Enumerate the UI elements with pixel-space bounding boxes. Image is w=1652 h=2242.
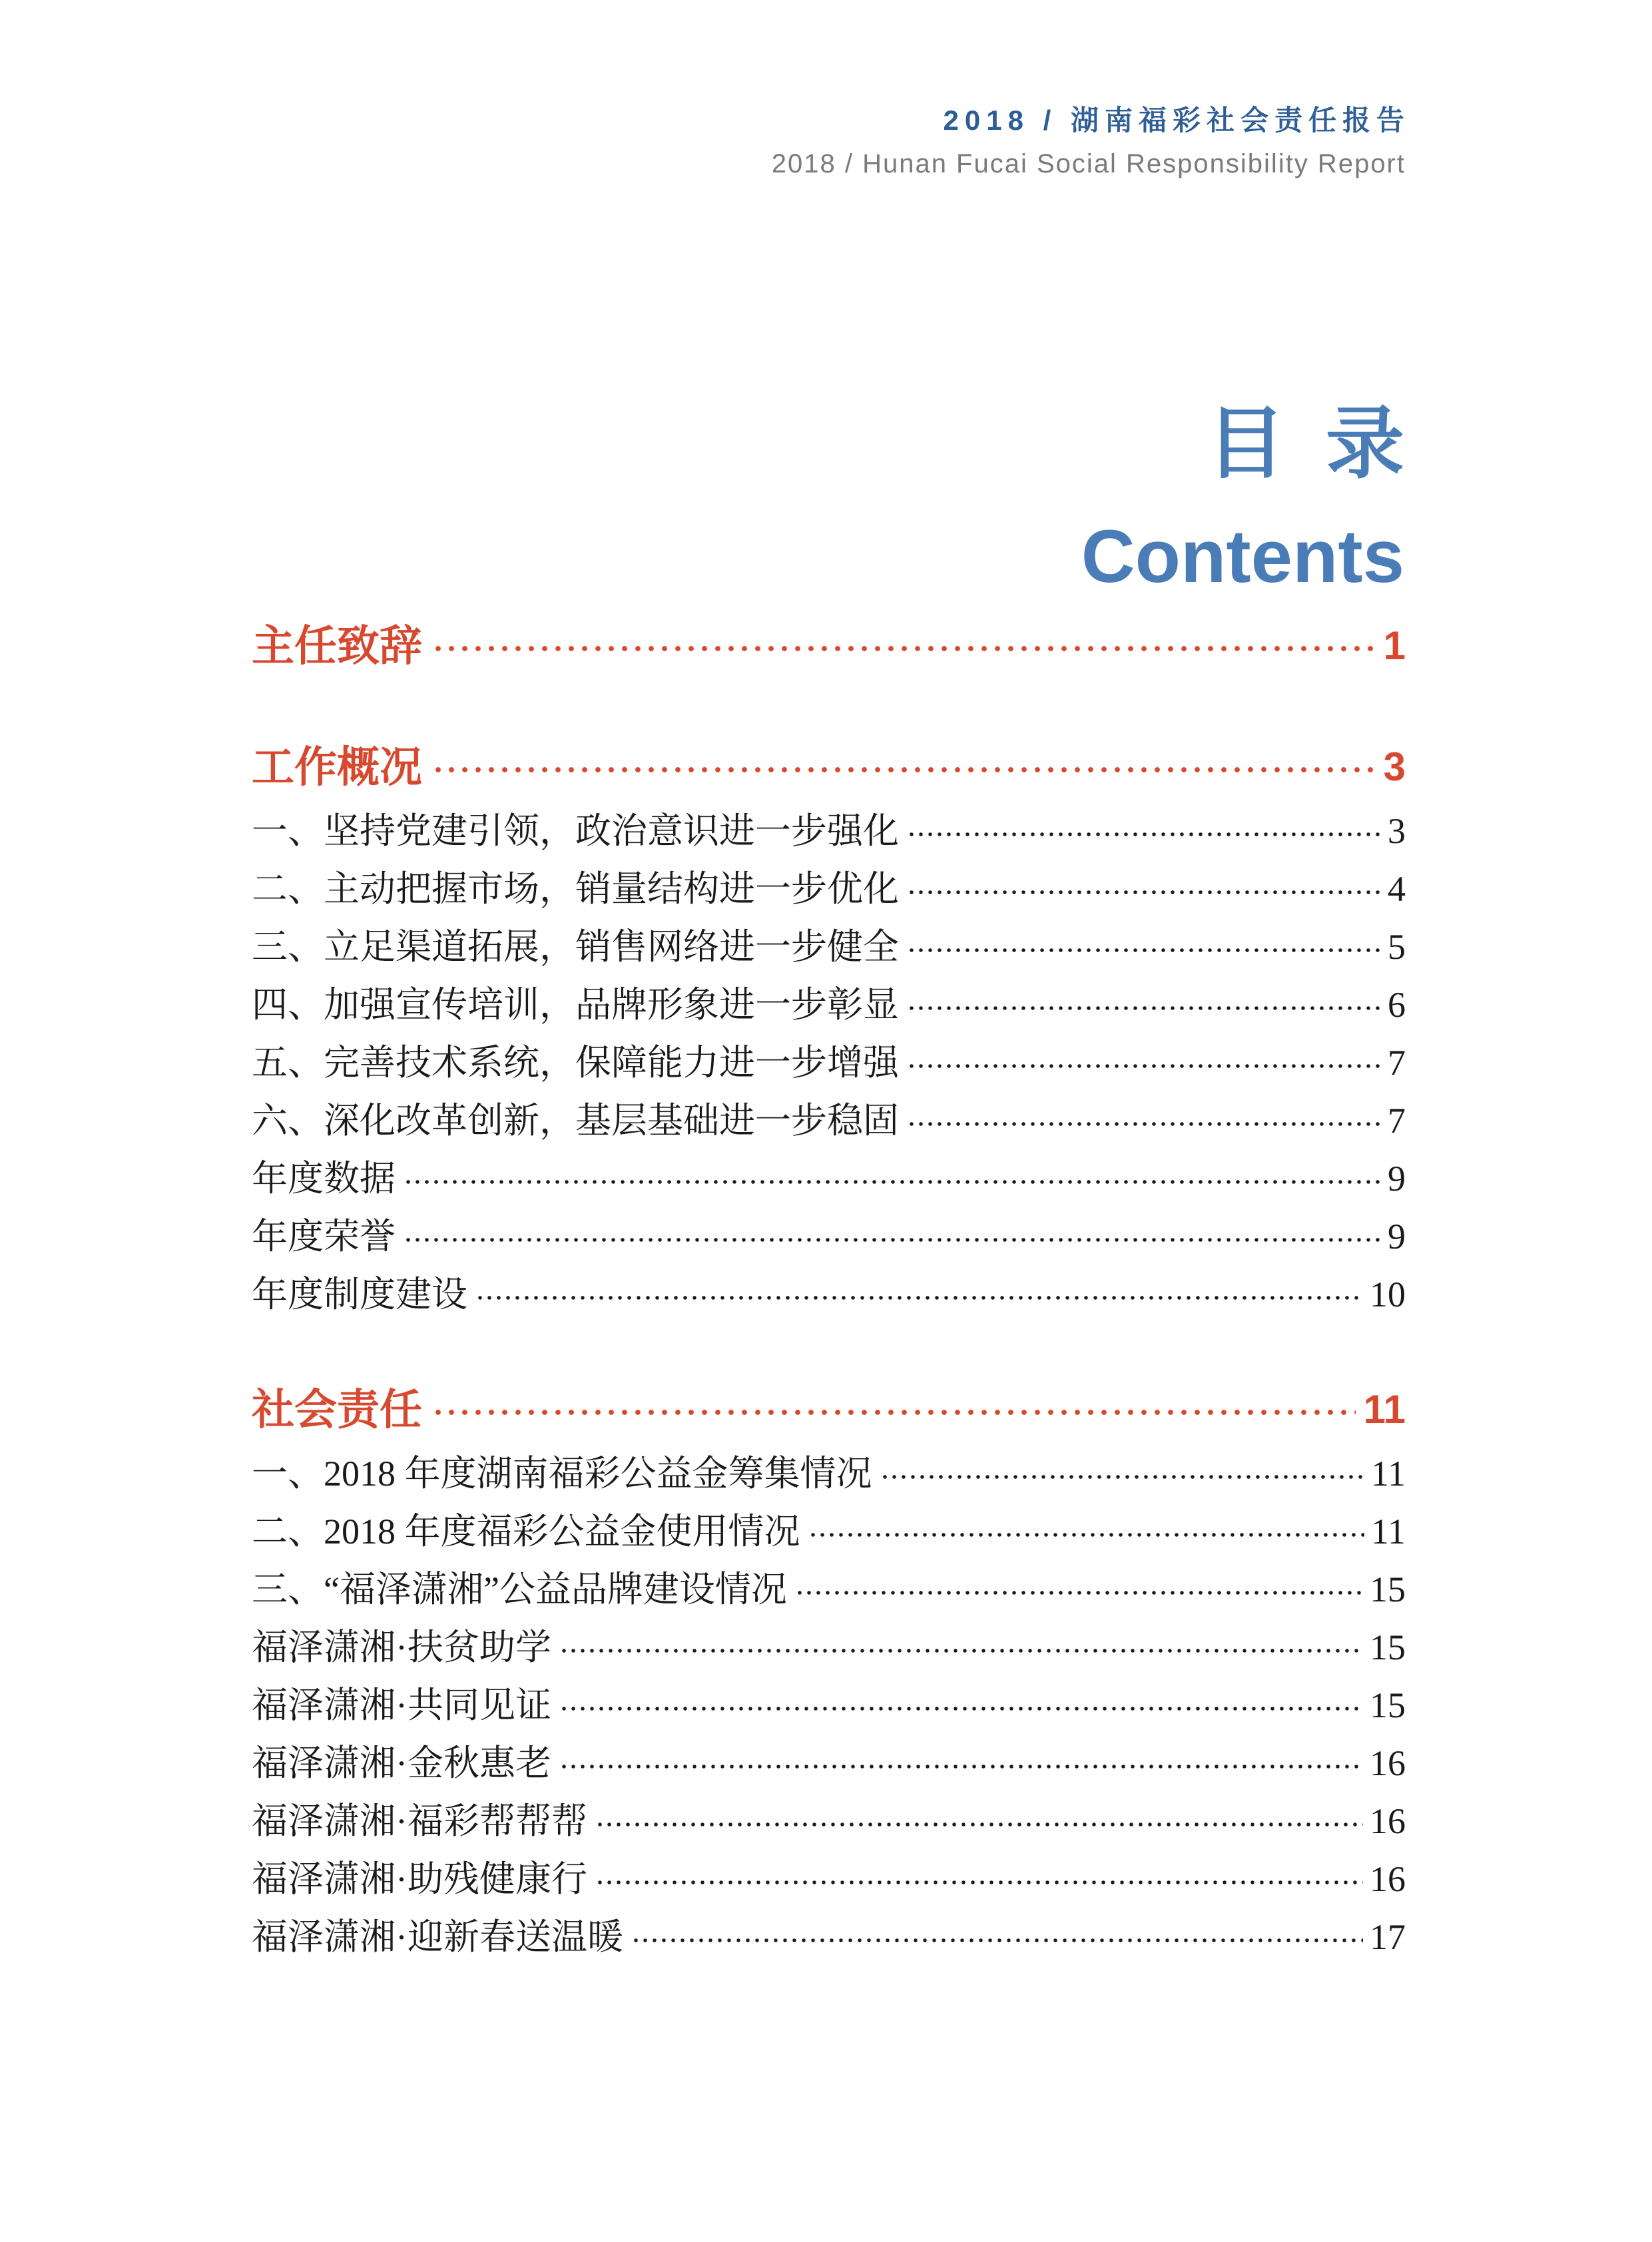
toc-entry-label: 福泽潇湘·福彩帮帮帮: [252, 1801, 587, 1841]
toc-page-number: 16: [1370, 1801, 1406, 1841]
toc-page-number: 15: [1370, 1569, 1406, 1609]
toc-page-number: 6: [1388, 984, 1406, 1025]
toc-entry-label: 福泽潇湘·共同见证: [252, 1685, 551, 1725]
dot-leader: [907, 946, 1381, 954]
toc-page-number: 11: [1371, 1453, 1406, 1494]
toc-page-number: 15: [1370, 1685, 1406, 1725]
toc-item-row[interactable]: [252, 1502, 1406, 1560]
toc-entry-label: 二、主动把握市场，销量结构进一步优化: [252, 868, 899, 909]
dot-leader: [907, 830, 1381, 838]
toc-section-row[interactable]: [252, 611, 1406, 681]
dot-leader: [907, 1004, 1381, 1012]
toc-page-number: 7: [1388, 1100, 1406, 1141]
toc-item-row[interactable]: [252, 1265, 1406, 1323]
toc-entry-label: 三、“福泽潇湘”公益品牌建设情况: [252, 1569, 787, 1609]
toc-item-row[interactable]: [252, 1908, 1406, 1966]
toc-entry-label: 四、加强宣传培训，品牌形象进一步彰显: [252, 984, 899, 1025]
toc-page-number: 9: [1388, 1216, 1406, 1257]
toc-entry-label: 一、坚持党建引领，政治意识进一步强化: [252, 810, 899, 851]
dot-leader: [404, 1236, 1381, 1244]
running-header-chinese: 2018 / 湖南福彩社会责任报告: [943, 105, 1410, 136]
toc-item-row[interactable]: [252, 1149, 1406, 1207]
dot-leader: [431, 764, 1376, 775]
running-header: [771, 105, 1410, 178]
toc-item-row[interactable]: [252, 802, 1406, 860]
toc-item-row[interactable]: [252, 1618, 1406, 1676]
dot-leader: [907, 1062, 1381, 1070]
toc-page-number: 16: [1370, 1858, 1406, 1899]
toc-page-number: 11: [1371, 1511, 1406, 1551]
toc-page-number: 9: [1388, 1158, 1406, 1199]
dot-leader: [475, 1294, 1363, 1302]
dot-leader: [631, 1936, 1363, 1944]
toc-page-number: 3: [1388, 810, 1406, 851]
toc-entry-label: 六、深化改革创新，基层基础进一步稳固: [252, 1100, 899, 1141]
toc-item-row[interactable]: [252, 918, 1406, 976]
running-header-english: 2018 / Hunan Fucai Social Responsibility Report: [771, 149, 1406, 178]
toc-item-row[interactable]: [252, 1444, 1406, 1502]
toc-page-number: 17: [1370, 1916, 1406, 1957]
toc-entry-label: 工作概况: [252, 743, 422, 791]
toc-item-row[interactable]: [252, 1792, 1406, 1850]
dot-leader: [559, 1705, 1363, 1713]
toc-item-row[interactable]: [252, 1560, 1406, 1618]
toc-title-english: Contents: [1081, 515, 1404, 598]
toc-item-row[interactable]: [252, 1091, 1406, 1149]
toc-page-number: 11: [1363, 1387, 1406, 1432]
toc-item-row[interactable]: [252, 1734, 1406, 1792]
toc-item-row[interactable]: [252, 1676, 1406, 1734]
toc-entry-label: 福泽潇湘·金秋惠老: [252, 1743, 551, 1783]
dot-leader: [907, 1120, 1381, 1128]
toc-entry-label: 年度数据: [252, 1158, 396, 1199]
toc-section-row[interactable]: [252, 1375, 1406, 1444]
toc-entry-label: 福泽潇湘·迎新春送温暖: [252, 1916, 623, 1957]
toc-entry-label: 社会责任: [252, 1386, 422, 1434]
dot-leader: [595, 1878, 1363, 1886]
toc-item-row[interactable]: [252, 1207, 1406, 1265]
dot-leader: [808, 1531, 1365, 1539]
toc-entry-label: 三、立足渠道拓展，销售网络进一步健全: [252, 926, 899, 967]
dot-leader: [559, 1647, 1363, 1655]
toc-page-number: 10: [1370, 1274, 1406, 1314]
toc-entry-label: 福泽潇湘·助残健康行: [252, 1858, 587, 1899]
dot-leader: [595, 1821, 1363, 1828]
toc-entry-label: 主任致辞: [252, 622, 422, 670]
toc-page-number: 5: [1388, 926, 1406, 967]
toc-item-row[interactable]: [252, 976, 1406, 1033]
dot-leader: [880, 1473, 1365, 1481]
toc-page-number: 16: [1370, 1743, 1406, 1783]
dot-leader: [907, 888, 1381, 896]
toc-item-row[interactable]: [252, 1033, 1406, 1091]
dot-leader: [404, 1178, 1381, 1186]
toc-entry-label: 年度制度建设: [252, 1274, 467, 1314]
toc-title: [1081, 400, 1414, 598]
toc-page-number: 4: [1388, 868, 1406, 909]
toc-entry-label: 一、2018 年度湖南福彩公益金筹集情况: [252, 1453, 872, 1494]
dot-leader: [795, 1589, 1363, 1597]
dot-leader: [559, 1763, 1363, 1771]
toc-list: [252, 611, 1406, 1966]
toc-page-number: 15: [1370, 1627, 1406, 1667]
toc-entry-label: 二、2018 年度福彩公益金使用情况: [252, 1511, 800, 1551]
toc-entry-label: 年度荣誉: [252, 1216, 396, 1257]
toc-title-chinese: 目 录: [1207, 400, 1414, 488]
toc-page-number: 3: [1383, 744, 1406, 789]
toc-page-number: 7: [1388, 1042, 1406, 1083]
toc-entry-label: 五、完善技术系统，保障能力进一步增强: [252, 1042, 899, 1083]
toc-item-row[interactable]: [252, 860, 1406, 918]
toc-item-row[interactable]: [252, 1850, 1406, 1908]
toc-section-row[interactable]: [252, 732, 1406, 802]
toc-page-number: 1: [1383, 623, 1406, 668]
dot-leader: [431, 643, 1376, 654]
toc-entry-label: 福泽潇湘·扶贫助学: [252, 1627, 551, 1667]
dot-leader: [431, 1407, 1356, 1418]
